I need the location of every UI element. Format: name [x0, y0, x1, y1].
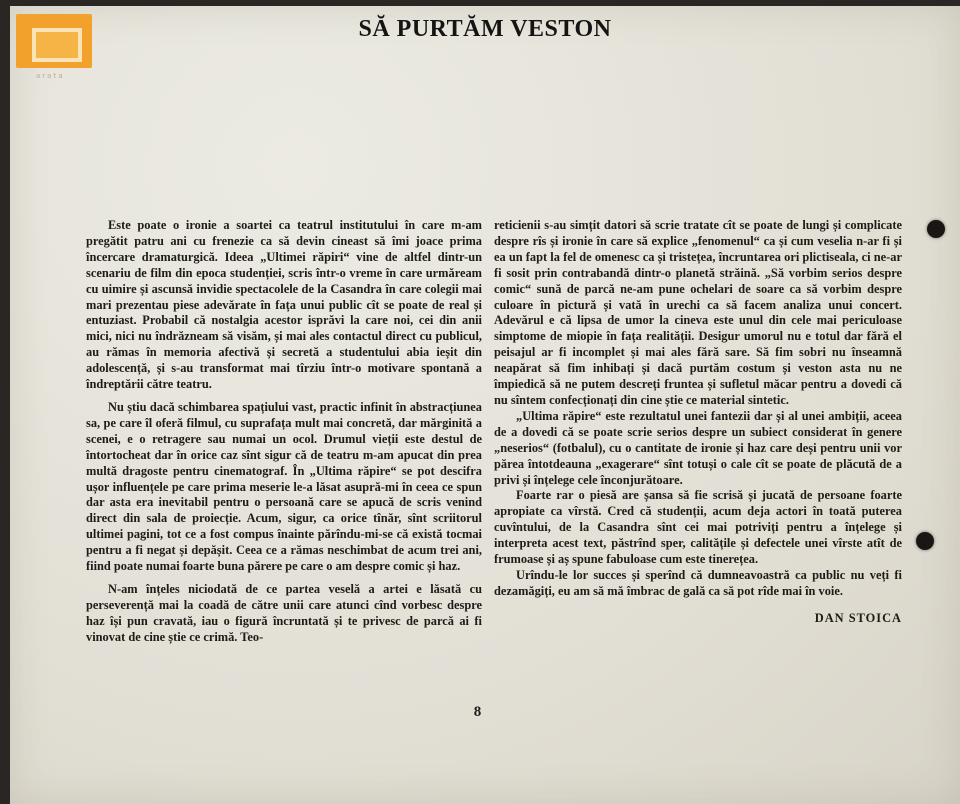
article-title: SĂ PURTĂM VESTON — [358, 16, 612, 42]
page-number: 8 — [473, 704, 482, 720]
paragraph: Foarte rar o piesă are șansa să fie scrisă și jucată de persoane foarte apropiate ca vîrstă. Cred că studenții, acum deja actori în toată puterea cuvîntului, de la Casandra sînt cei mai potriviți pentru a înțelege și interpreta acest text, păstrînd sper, calitățile și defectele unei vîrste atît de frumoase și aș spune fabuloase cum este tinerețea. — [494, 488, 902, 567]
watermark-logo-text: arata — [36, 72, 65, 80]
punch-hole-top — [927, 220, 945, 238]
right-column — [494, 218, 902, 627]
paragraph: reticienii s-au simțit datori să scrie tratate cît se poate de lungi și complicate despre rîs și ironie în care să explice „fenomenul“ ca și cum veselia n-ar fi și ea un fapt la fel de omenesc ca și tristețea, încruntarea ori plictiseala, ci ne-ar fi sosit prin contrabandă dintr-o planetă străină. „Să vorbim serios despre comic“ sună de parcă ne-am pune ochelari de soare ca să vorbim despre culoare în pictură și vată în urechi ca să facem analiza unui concert. Adevărul e că lipsa de umor la cineva este unul din cele mai periculoase simptome de miopie în fața realității. Desigur umorul nu e totul dar fără el peisajul ar fi incomplet și mai ales fără sare. Să fim sobri nu înseamnă neapărat să fim inhibați și dacă purtăm costum și veston asta nu ne împiedică să ne putem descreți fruntea și sufletul măcar pentru a dovedi că nu sîntem confecționați din cine știe ce material sintetic. — [494, 218, 902, 407]
paragraph: „Ultima răpire“ este rezultatul unei fantezii dar și al unei ambiții, aceea de a dovedi că se poate scrie serios despre un subiect considerat în genere „neserios“ (fotbalul), cu o cantitate de ironie și haz care deși pentru unii vor părea întotdeauna „exagerare“ sînt totuși o cale cît se poate de plăcută de a privi și înțelege cele înconjurătoare. — [494, 408, 902, 487]
left-column — [86, 218, 482, 653]
paragraph: N-am înțeles niciodată de ce partea veselă a artei e lăsată cu perseverență mai la coadă de către unii care atunci cînd vorbesc despre haz își pun cravată, iau o figură încruntată și te privesc de parcă ai fi vinovat de cine știe ce crimă. Teo- — [86, 581, 482, 644]
paragraph: Este poate o ironie a soartei ca teatrul institutului în care m-am pregătit patru ani cu frenezie ca să devin cineast să îmi joace prima încercare dramaturgică. Ideea „Ultimei răpiri“ vine de altfel dintr-un scenariu de film din epoca studenției, scris într-o vreme în care urmăream cu uimire și ascunsă invidie spectacolele de la Casandra în care colegii mai mari prezentau piese adevărate în fața unui public cît se poate de real și entuziast. Probabil că nostalgia acestor isprăvi la care noi, cei din anii mici, nici nu îndrăzneam să visăm, și mai ales contactul direct cu publicul, au rămas în memoria afectivă și secretă a studentului abia ieșit din adolescență, și s-au transformat mai tîrziu într-o motivare spontană a îndreptării către teatru. — [86, 218, 482, 392]
paragraph: Urîndu-le lor succes și sperînd că dumneavoastră ca public nu veți fi dezamăgiți, eu am să mă îmbrac de gală ca să pot rîde mai în voie. — [494, 567, 902, 598]
paragraph: Nu știu dacă schimbarea spațiului vast, practic infinit în abstracțiunea sa, pe care îl oferă filmul, cu suprafața mult mai concretă, dar mărginită a scenei, e o retragere sau numai un ocol. Drumul vieții este destul de întortocheat dar în orice caz sînt sigur că de teatru m-am apucat din prea multă dragoste pentru cinematograf. În „Ultima răpire“ se pot descifra ușor influențele pe care prima meserie le-a lăsat asupră-mi în ceea ce spun dar asta era inevitabil pentru o persoană care se apucă de scris venind direct din sala de proiecție. Acum, sigur, ca orice tînăr, sînt scriitorul ultimei pagini, tot ce a fost compus înainte părîndu-mi-se că există tocmai pentru a fi negat și depășit. Ceea ce a rămas neschimbat de acum trei ani, fiind poate numai foarte buna părere pe care o am despre comic și haz. — [86, 399, 482, 574]
author-signature: DAN STOICA — [814, 610, 902, 625]
punch-hole-bottom — [916, 532, 934, 550]
